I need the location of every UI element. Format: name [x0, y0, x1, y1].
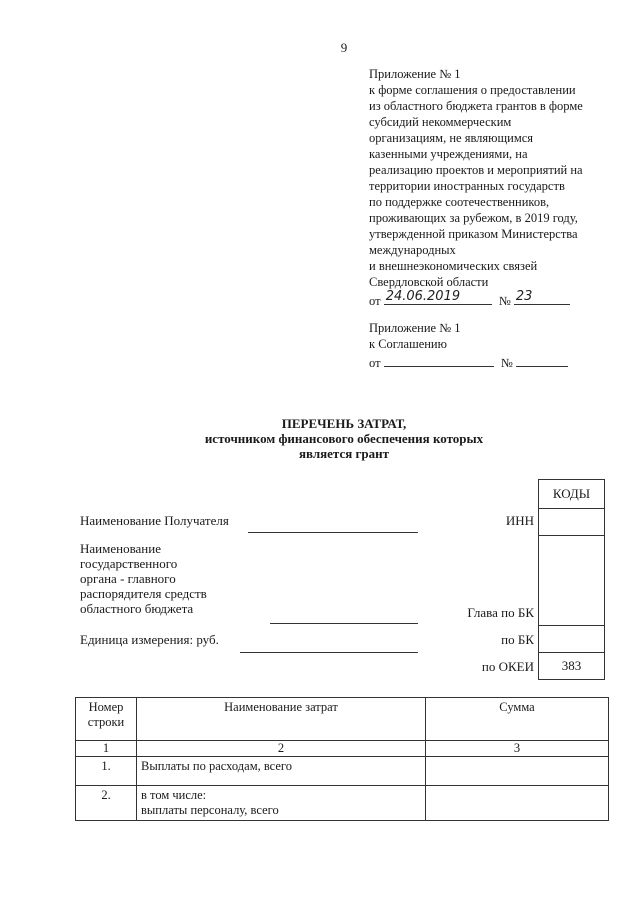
appendix-date-line — [369, 290, 619, 309]
appendix-line: Приложение № 1 — [369, 67, 461, 81]
number-field — [516, 352, 568, 367]
appendix2-line1: Приложение № 1 — [369, 321, 461, 335]
appendix-line: организациям, не являющимся — [369, 131, 534, 145]
appendix-line: казенными учреждениями, на — [369, 147, 528, 161]
date-field — [384, 290, 492, 305]
title-line2: источником финансового обеспечения которых — [204, 431, 484, 446]
row-name: Выплаты по расходам, всего — [137, 757, 426, 786]
appendix-header — [369, 66, 619, 309]
okei-code-cell: 383 — [538, 652, 605, 680]
from-label: от — [369, 294, 381, 308]
bk-code-cell — [538, 625, 605, 653]
column-number: 2 — [137, 741, 426, 757]
handwritten-date: 24.06.2019 — [385, 289, 461, 304]
column-number-row — [76, 741, 609, 757]
appendix-line: к форме соглашения о предоставлении — [369, 83, 576, 97]
appendix-line: Свердловской области — [369, 275, 489, 289]
recipient-underline — [248, 532, 418, 533]
row-name: в том числе: выплаты персоналу, всего — [137, 786, 426, 821]
appendix-line: проживающих за рубежом, в 2019 году, — [369, 211, 578, 225]
page-number: 9 — [340, 40, 348, 55]
appendix-line: субсидий некоммерческим — [369, 115, 512, 129]
date-field — [384, 352, 494, 367]
number-label: № — [500, 356, 513, 370]
appendix2-date-line — [369, 352, 619, 371]
row-number: 1. — [76, 757, 137, 786]
from-label: от — [369, 356, 381, 370]
number-label: № — [498, 294, 511, 308]
row-sum — [426, 757, 609, 786]
appendix2-line2: к Соглашению — [369, 337, 447, 351]
header-cell: Сумма — [426, 698, 609, 741]
okei-label: по ОКЕИ — [481, 659, 534, 674]
appendix-line: международных — [369, 243, 456, 257]
glava-label: Глава по БК — [467, 605, 534, 620]
header-cell: Наименование затрат — [137, 698, 426, 741]
handwritten-number: 23 — [515, 289, 533, 304]
header-cell: Номер строки — [76, 698, 137, 741]
unit-label: Единица измерения: руб. — [80, 632, 219, 647]
appendix-line: реализацию проектов и мероприятий на — [369, 163, 583, 177]
row-sum — [426, 786, 609, 821]
appendix2-header — [369, 320, 619, 371]
column-number: 3 — [426, 741, 609, 757]
gov-body-label: Наименование государственного органа - главного распорядителя средств областного бюджета — [80, 541, 207, 616]
appendix-line: территории иностранных государств — [369, 179, 565, 193]
bk-label: по БК — [501, 632, 534, 647]
appendix-line: и внешнеэкономических связей — [369, 259, 538, 273]
table-row — [76, 757, 609, 786]
glava-code-cell — [538, 535, 605, 626]
table-row — [76, 786, 609, 821]
codes-header: КОДЫ — [538, 479, 605, 509]
appendix-line: утвержденной приказом Министерства — [369, 227, 578, 241]
title-line1: ПЕРЕЧЕНЬ ЗАТРАТ, — [281, 416, 407, 431]
table-header-row — [76, 698, 609, 741]
inn-label: ИНН — [505, 513, 534, 528]
document-title — [0, 416, 640, 461]
unit-underline — [240, 652, 418, 653]
appendix-line: по поддержке соотечественников, — [369, 195, 550, 209]
inn-code-cell — [538, 508, 605, 536]
column-number: 1 — [76, 741, 137, 757]
recipient-label: Наименование Получателя — [80, 513, 229, 528]
title-line3: является грант — [298, 446, 390, 461]
row-number: 2. — [76, 786, 137, 821]
number-field — [514, 290, 570, 305]
appendix-line: из областного бюджета грантов в форме — [369, 99, 583, 113]
gov-body-underline — [270, 623, 418, 624]
costs-table — [75, 697, 609, 821]
